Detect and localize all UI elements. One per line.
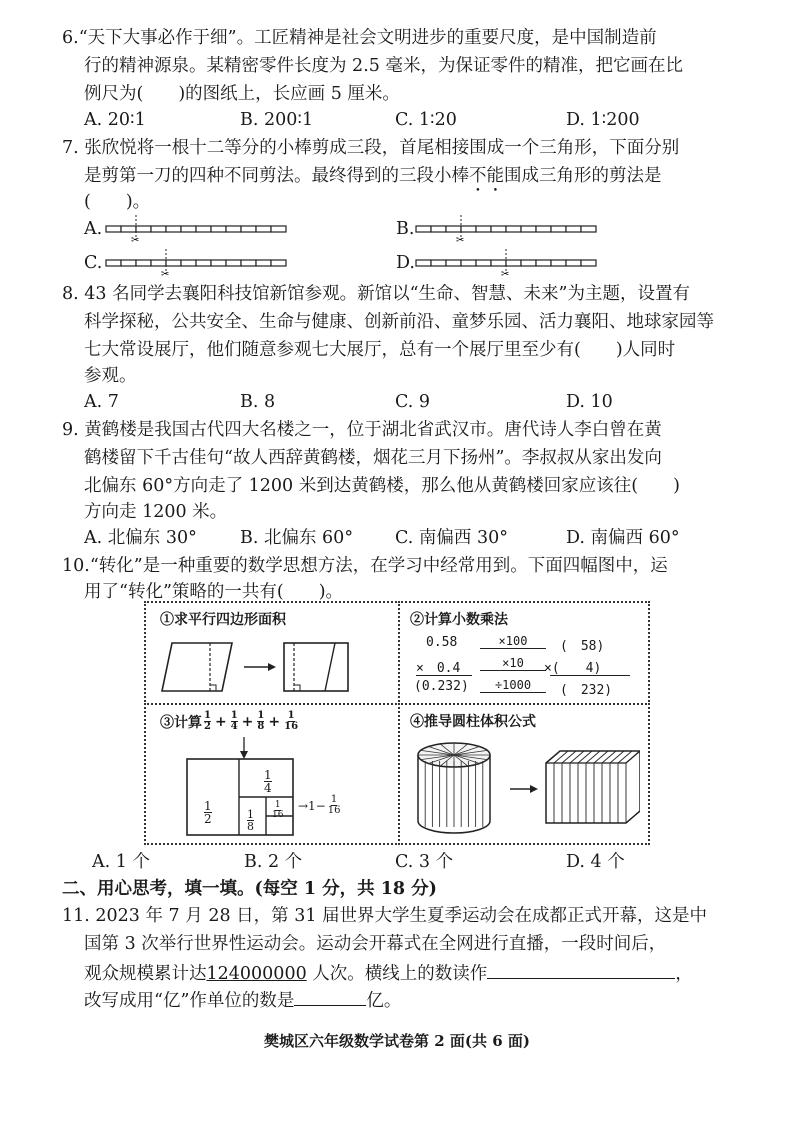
q8-option-a[interactable]: A. 7 bbox=[84, 392, 119, 412]
mult-row3-left: (0.232) bbox=[414, 679, 469, 694]
q7-stick-b bbox=[414, 214, 604, 244]
q7-stick-a bbox=[104, 214, 294, 244]
q11-line-3: 观众规模累计达124000000 人次。横线上的数读作 ， bbox=[84, 960, 693, 986]
q9-option-a[interactable]: A. 北偏东 30° bbox=[84, 528, 197, 548]
q10-line-2: 用了“转化”策略的一共有( )。 bbox=[84, 582, 344, 602]
q9-line-3: 北偏东 60°方向走了 1200 米到达黄鹤楼，那么他从黄鹤楼回家应该往( ) bbox=[84, 476, 680, 496]
q10-option-d[interactable]: D. 4 个 bbox=[566, 852, 625, 872]
panel-cylinder-volume bbox=[398, 703, 650, 845]
panel-fraction-sum bbox=[144, 703, 400, 845]
section-2-title: 二、用心思考，填一填。(每空 1 分，共 18 分) bbox=[62, 879, 437, 899]
mult-row1-op: ×100 bbox=[480, 634, 546, 649]
q7-option-b[interactable]: B. bbox=[396, 219, 415, 239]
q9-line-4: 方向走 1200 米。 bbox=[84, 502, 228, 522]
q9-line-2: 鹤楼留下千古佳句“故人西辞黄鹤楼，烟花三月下扬州”。李叔叔从家出发向 bbox=[84, 448, 662, 468]
fraction-sixteenth: 1 16 bbox=[272, 800, 284, 820]
q8-option-c[interactable]: C. 9 bbox=[395, 392, 431, 412]
q7-line-2: 是剪第一刀的四种不同剪法。最终得到的三段小棒不能围成三角形的剪法是 bbox=[84, 166, 662, 186]
scissors-icon: ✂ bbox=[131, 235, 140, 244]
q7-stick-c bbox=[104, 248, 294, 278]
mult-row3-op: ÷1000 bbox=[480, 678, 546, 693]
fraction-eighth: 1 8 bbox=[247, 808, 254, 833]
q7-option-a[interactable]: A. bbox=[84, 219, 103, 239]
blank-read-number[interactable] bbox=[487, 960, 675, 979]
q8-option-d[interactable]: D. 10 bbox=[566, 392, 613, 412]
q8-line-4: 参观。 bbox=[84, 366, 137, 386]
q9-option-d[interactable]: D. 南偏西 60° bbox=[566, 528, 680, 548]
q7-option-c[interactable]: C. bbox=[84, 253, 103, 273]
number-underlined: 124000000 bbox=[206, 964, 307, 984]
q10-option-b[interactable]: B. 2 个 bbox=[244, 852, 303, 872]
q10-option-c[interactable]: C. 3 个 bbox=[395, 852, 454, 872]
q8-line-3: 七大常设展厅，他们随意参观七大展厅，总有一个展厅里至少有( )人同时 bbox=[84, 340, 676, 360]
blank-yi-number[interactable] bbox=[294, 987, 366, 1006]
q6-option-b[interactable]: B. 200∶1 bbox=[240, 110, 314, 130]
cylinder-diagram bbox=[410, 741, 640, 837]
q7-stick-d bbox=[414, 248, 604, 278]
q6-option-c[interactable]: C. 1∶20 bbox=[395, 110, 457, 130]
q11-line-4: 改写成用“亿”作单位的数是 亿。 bbox=[84, 987, 401, 1013]
mult-row2-left: × 0.4 bbox=[416, 661, 461, 676]
scissors-icon: ✂ bbox=[161, 269, 170, 278]
fraction-half: 1 2 bbox=[204, 799, 212, 826]
q10-line-1: 10.“转化”是一种重要的数学思想方法，在学习中经常用到。下面四幅图中，运 bbox=[62, 556, 668, 576]
panel-4-title: ④推导圆柱体积公式 bbox=[410, 714, 536, 730]
q8-line-2: 科学探秘，公共安全、生命与健康、创新前沿、童梦乐园、活力襄阳、地球家园等 bbox=[84, 312, 714, 332]
q6-line-1: 6.“天下大事必作于细”。工匠精神是社会文明进步的重要尺度，是中国制造前 bbox=[62, 28, 657, 48]
q7-line-1: 7. 张欣悦将一根十二等分的小棒剪成三段，首尾相接围成一个三角形，下面分别 bbox=[62, 138, 680, 158]
panel-parallelogram bbox=[144, 601, 400, 705]
q6-line-3: 例尺为( )的图纸上，长应画 5 厘米。 bbox=[84, 84, 400, 104]
page-footer: 樊城区六年级数学试卷第 2 面(共 6 面) bbox=[264, 1032, 530, 1050]
panel-3-title: ③计算 $\frac{1}{2}$ + $\frac{1}{4}$ + $\frac{1}{8}$ + $\frac{1}{16}$ bbox=[160, 710, 299, 732]
q11-line-1: 11. 2023 年 7 月 28 日，第 31 届世界大学生夏季运动会在成都正式开幕，这是中 bbox=[62, 906, 708, 926]
mult-left-divider bbox=[416, 675, 472, 676]
q6-option-d[interactable]: D. 1∶200 bbox=[566, 110, 640, 130]
mult-row2-right: ×( 4) bbox=[544, 661, 602, 676]
fraction-square-diagram bbox=[186, 737, 296, 837]
scissors-icon: ✂ bbox=[456, 235, 465, 244]
q6-line-2: 行的精神源泉。某精密零件长度为 2.5 毫米，为保证零件的精准，把它画在比 bbox=[84, 56, 683, 76]
panel-2-title: ②计算小数乘法 bbox=[410, 612, 508, 628]
scissors-icon: ✂ bbox=[501, 269, 510, 278]
q8-option-b[interactable]: B. 8 bbox=[240, 392, 276, 412]
q6-option-a[interactable]: A. 20∶1 bbox=[84, 110, 146, 130]
q8-line-1: 8. 43 名同学去襄阳科技馆新馆参观。新馆以“生命、智慧、未来”为主题，设置有 bbox=[62, 284, 690, 304]
mult-row1-right: ( 58) bbox=[560, 639, 605, 654]
mult-right-divider bbox=[550, 675, 630, 676]
fraction-result: →1− $\frac{1}{16}$ bbox=[298, 794, 341, 816]
q10-option-a[interactable]: A. 1 个 bbox=[92, 852, 150, 872]
q9-option-b[interactable]: B. 北偏东 60° bbox=[240, 528, 354, 548]
q11-line-2: 国第 3 次举行世界性运动会。运动会开幕式在全网进行直播，一段时间后， bbox=[84, 934, 667, 954]
fraction-quarter: 1 4 bbox=[264, 768, 272, 795]
parallelogram-diagram bbox=[160, 637, 385, 697]
mult-row2-op: ×10 bbox=[480, 656, 546, 671]
mult-row3-right: ( 232) bbox=[560, 683, 613, 698]
panel-1-title: ①求平行四边形面积 bbox=[160, 612, 286, 628]
mult-row1-left: 0.58 bbox=[426, 635, 458, 650]
q9-line-1: 9. 黄鹤楼是我国古代四大名楼之一，位于湖北省武汉市。唐代诗人李白曾在黄 bbox=[62, 420, 662, 440]
q7-line-3: ( )。 bbox=[84, 192, 151, 212]
q7-option-d[interactable]: D. bbox=[396, 253, 415, 273]
emphasis-not: 不能 bbox=[469, 166, 504, 186]
q9-option-c[interactable]: C. 南偏西 30° bbox=[395, 528, 508, 548]
panel-decimal-multiplication bbox=[398, 601, 650, 705]
